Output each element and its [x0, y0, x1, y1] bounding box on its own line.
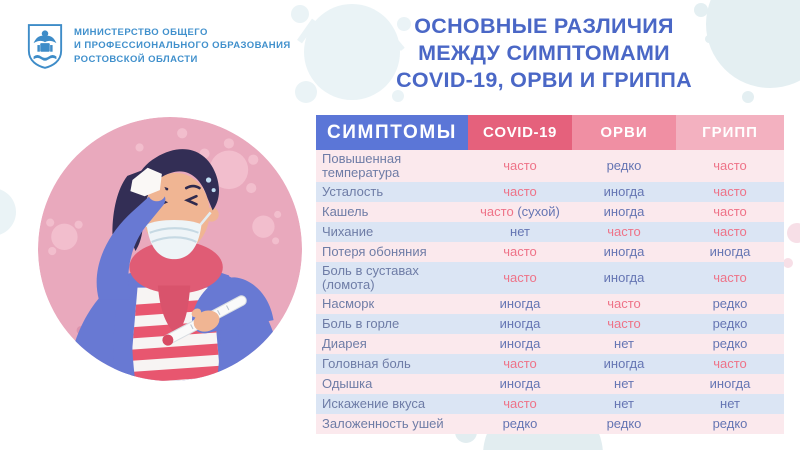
frequency-text: иногда	[499, 296, 541, 311]
symptom-name: Кашель	[322, 204, 369, 219]
frequency-text: часто	[713, 184, 747, 199]
table-row	[316, 374, 784, 394]
symptom-name: Головная боль	[322, 356, 411, 371]
gripp-value	[676, 271, 784, 285]
orvi-value	[572, 357, 676, 371]
frequency-text: иногда	[709, 376, 751, 391]
gripp-value	[676, 159, 784, 173]
covid19-value	[468, 317, 572, 331]
page-title-line2: МЕЖДУ СИМПТОМАМИ	[418, 41, 670, 65]
orvi-value	[572, 245, 676, 259]
ministry-name-line1: МИНИСТЕРСТВО ОБЩЕГО	[74, 26, 208, 38]
column-header-orvi: ОРВИ	[572, 115, 676, 150]
symptoms-table-header	[316, 115, 784, 150]
orvi-value	[572, 205, 676, 219]
table-row	[316, 314, 784, 334]
frequency-text: часто	[607, 224, 641, 239]
symptom-name: Искажение вкуса	[322, 396, 426, 411]
symptom-name: Чихание	[322, 224, 374, 239]
frequency-text: иногда	[603, 204, 645, 219]
covid19-value	[468, 357, 572, 371]
gripp-value	[676, 245, 784, 259]
symptom-name: Усталость	[322, 184, 384, 199]
gripp-value	[676, 357, 784, 371]
sick-person-illustration	[38, 117, 302, 381]
frequency-text: иногда	[499, 336, 541, 351]
table-row	[316, 150, 784, 182]
page-title-line3: COVID-19, ОРВИ И ГРИППА	[396, 68, 692, 92]
symptom-name: Диарея	[322, 336, 367, 351]
gripp-value	[676, 185, 784, 199]
frequency-text: нет	[510, 224, 530, 239]
column-header-covid19: COVID-19	[468, 115, 572, 150]
ministry-name-line3: РОСТОВСКОЙ ОБЛАСТИ	[74, 53, 198, 65]
covid19-value	[468, 159, 572, 173]
frequency-text: иногда	[603, 244, 645, 259]
table-row	[316, 182, 784, 202]
frequency-text: часто	[713, 356, 747, 371]
symptom-name: Одышка	[322, 376, 373, 391]
symptoms-table-body	[316, 150, 784, 434]
frequency-text: иногда	[603, 270, 645, 285]
frequency-text: часто	[503, 356, 537, 371]
covid19-value	[468, 377, 572, 391]
frequency-text: редко	[712, 416, 748, 431]
symptoms-table	[316, 115, 784, 434]
column-header-symptoms: СИМПТОМЫ	[316, 115, 468, 150]
ministry-logo	[26, 22, 64, 70]
table-row	[316, 394, 784, 414]
gripp-value	[676, 225, 784, 239]
column-header-gripp: ГРИПП	[676, 115, 784, 150]
symptom-name: Насморк	[322, 296, 375, 311]
gripp-value	[676, 297, 784, 311]
orvi-value	[572, 159, 676, 173]
orvi-value	[572, 297, 676, 311]
orvi-value	[572, 185, 676, 199]
frequency-text: редко	[502, 416, 538, 431]
table-row	[316, 334, 784, 354]
frequency-text: редко	[712, 296, 748, 311]
symptom-name: Заложенность ушей	[322, 416, 444, 431]
frequency-text: часто	[607, 296, 641, 311]
table-row	[316, 222, 784, 242]
orvi-value	[572, 337, 676, 351]
frequency-text: часто	[503, 396, 537, 411]
orvi-value	[572, 271, 676, 285]
frequency-text: нет	[614, 376, 634, 391]
frequency-text: часто	[503, 184, 537, 199]
table-row	[316, 414, 784, 434]
frequency-text: редко	[606, 416, 642, 431]
covid19-value	[468, 225, 572, 239]
frequency-text: нет	[720, 396, 740, 411]
covid19-value	[468, 205, 572, 219]
symptom-name: Боль в суставах (ломота)	[322, 263, 419, 292]
orvi-value	[572, 417, 676, 431]
frequency-text: часто	[503, 244, 537, 259]
table-row	[316, 262, 784, 294]
frequency-text: часто	[607, 316, 641, 331]
gripp-value	[676, 417, 784, 431]
symptom-name: Повышенная температура	[322, 151, 402, 180]
gripp-value	[676, 377, 784, 391]
orvi-value	[572, 397, 676, 411]
table-row	[316, 242, 784, 262]
ministry-header	[26, 22, 291, 70]
frequency-text: часто	[713, 158, 747, 173]
symptom-name: Боль в горле	[322, 316, 400, 331]
covid19-value	[468, 185, 572, 199]
frequency-text: часто	[713, 270, 747, 285]
covid19-value	[468, 337, 572, 351]
frequency-text: иногда	[603, 356, 645, 371]
ministry-name	[74, 26, 291, 67]
covid19-value	[468, 417, 572, 431]
gripp-value	[676, 205, 784, 219]
orvi-value	[572, 377, 676, 391]
covid19-value	[468, 397, 572, 411]
frequency-text: иногда	[709, 244, 751, 259]
covid19-value	[468, 271, 572, 285]
table-row	[316, 294, 784, 314]
frequency-text: иногда	[499, 376, 541, 391]
frequency-text: редко	[712, 316, 748, 331]
symptom-name: Потеря обоняния	[322, 244, 427, 259]
gripp-value	[676, 397, 784, 411]
frequency-text: иногда	[603, 184, 645, 199]
orvi-value	[572, 225, 676, 239]
ministry-name-line2: И ПРОФЕССИОНАЛЬНОГО ОБРАЗОВАНИЯ	[74, 40, 291, 52]
table-row	[316, 202, 784, 222]
frequency-text: часто	[713, 204, 747, 219]
page-title-line1: ОСНОВНЫЕ РАЗЛИЧИЯ	[414, 14, 674, 38]
page-title	[372, 13, 716, 94]
table-row	[316, 354, 784, 374]
covid19-value	[468, 297, 572, 311]
frequency-text: часто	[713, 224, 747, 239]
frequency-text: нет	[614, 396, 634, 411]
frequency-text: часто	[503, 270, 537, 285]
frequency-text: редко	[606, 158, 642, 173]
frequency-text: (сухой)	[513, 204, 560, 219]
frequency-text: часто	[503, 158, 537, 173]
orvi-value	[572, 317, 676, 331]
frequency-text: редко	[712, 336, 748, 351]
gripp-value	[676, 317, 784, 331]
frequency-text: нет	[614, 336, 634, 351]
frequency-text: часто	[480, 204, 514, 219]
covid19-value	[468, 245, 572, 259]
gripp-value	[676, 337, 784, 351]
frequency-text: иногда	[499, 316, 541, 331]
